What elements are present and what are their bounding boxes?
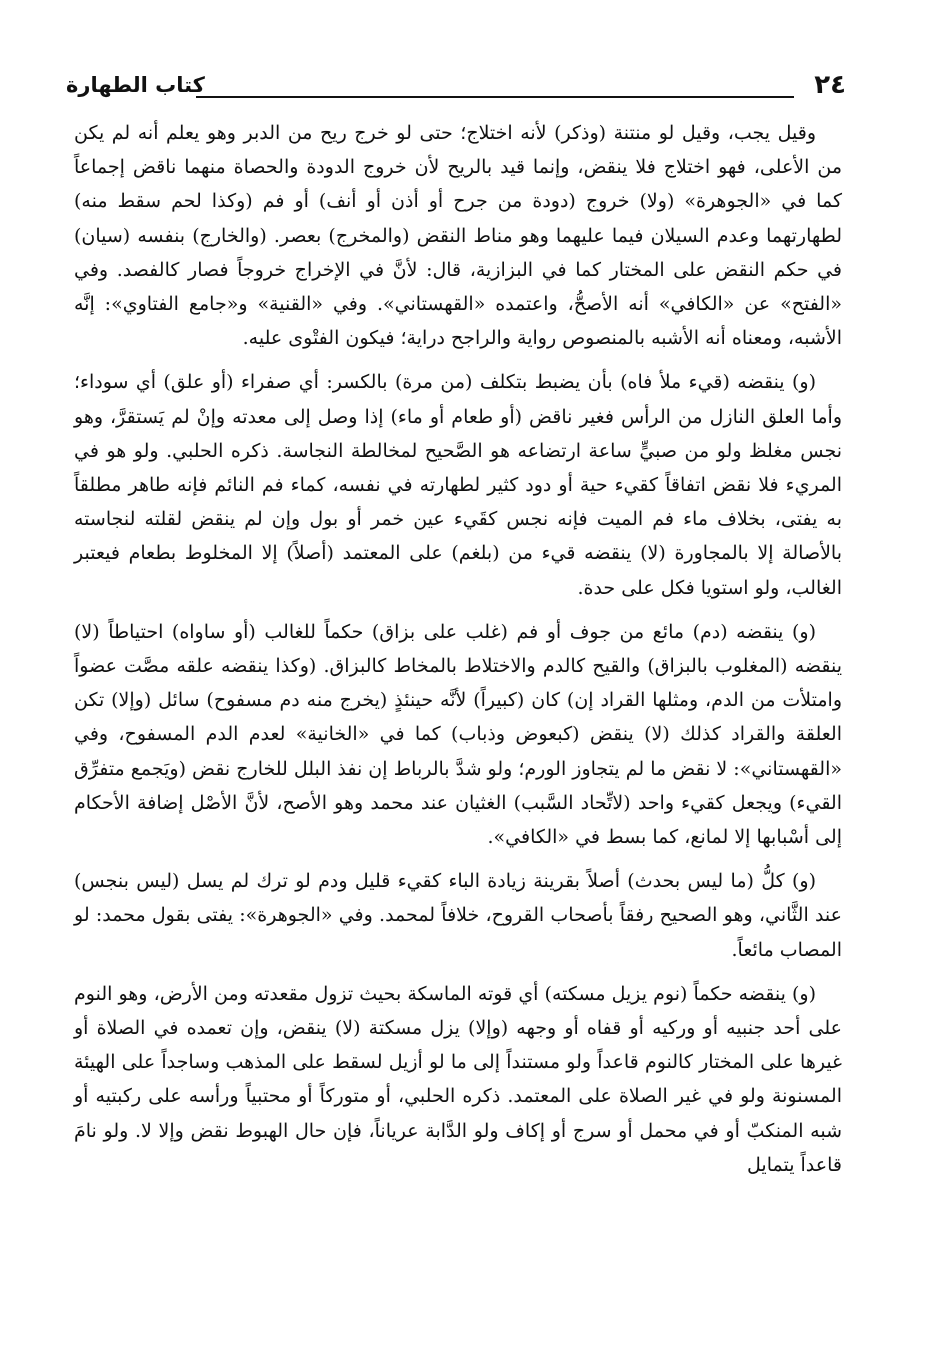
paragraph: (و) ينقضه حكماً (نوم يزيل مسكته) أي قوته الماسكة بحيث تزول مقعدته ومن الأرض، وهو النوم على أحد جنبيه أو وركيه أو قفاه أو وجهه (وإلا) يزل مسكتة (لا) ينقض، وإن تعمده في الصلاة أو غيرها على المختار كالنوم قاعداً ولو مستنداً إلى ما لو أزيل لسقط على المذهب وساجداً على الهيئة المسنونة ولو في غير الصلاة على المعتمد. ذكره الحلبي، أو متوركاً أو محتبياً ورأسه على ركبتيه أو شبه المنكبّ أو في محمل أو سرج أو إكاف ولو الدَّابة عرياناً، فإن حال الهبوط نقض وإلا لا. ولو نامَ قاعداً يتمايل xyxy=(74,982,842,1176)
paragraph: وقيل يجب، وقيل لو منتنة (وذكر) لأنه اختلاج؛ حتى لو خرج ريح من الدبر وهو يعلم أنه لم يكن من الأعلى، فهو اختلاج فلا ينقض، وإنما قيد بالريح لأن خروج الدودة والحصاة منهما ناقض إجماعاً كما في «الجوهرة» (ولا) خروج (دودة من جرح أو أذن أو أنف) أو فم (وكذا لحم سقط منه) لطهارتهما وعدم السيلان فيما عليهما وهو مناط النقض (والمخرج) بعصر. (والخارج) بنفسه (سيان) في حكم النقض على المختار كما في البزازية، قال: لأنَّ في الإخراج خروجاً فصار كالفصد. وفي «الفتح» عن «الكافي» أنه الأصحُّ، واعتمده «القهستاني». وفي «القنية» و«جامع الفتاوي»: إنَّه الأشبه، ومعناه أنه الأشبه بالمنصوص رواية والراجح دراية؛ فيكون الفتْوى عليه. xyxy=(74,122,842,350)
page-number: ٢٤ xyxy=(814,70,846,100)
running-header xyxy=(66,68,846,104)
header-rule xyxy=(196,96,794,98)
paragraph: (و) ينقضه (قيء ملأ فاه) بأن يضبط بتكلف (من مرة) بالكسر: أي صفراء (أو علق) أي سوداء؛ وأما العلق النازل من الرأس فغير ناقض (أو طعام أو ماء) إذا وصل إلى معدته وإنْ لم يَستقرَّ، وهو نجس مغلظ ولو من صبيٍّ ساعة ارتضاعه هو الصَّحيح لمخالطة النجاسة. ذكره الحلبي. ولو هو في المريء فلا نقض اتفاقاً كقيء حية أو دود كثير لطهارته في نفسه، كماء فم النائم فإنه طاهر مطلقاً به يفتى، بخلاف ماء فم الميت فإنه نجس كقَيء عين خمر أو بول وإن لم ينقض لقلته لنجاسته بالأصالة إلا بالمجاورة (لا) ينقضه قيء من (بلغم) على المعتمد (أصلاً) إلا المخلوط بطعام فيعتبر الغالب، ولو استويا فكل على حدة. xyxy=(74,371,842,599)
paragraph: (و) كلُّ (ما ليس بحدث) أصلاً بقرينة زيادة الباء كقيء قليل ودم لو ترك لم يسل (ليس بنجس) عند الثَّاني، وهو الصحيح رفقاً بأصحاب القروح، خلافاً لمحمد. وفي «الجوهرة»: يفتى بقول محمد: لو المصاب مائعاً. xyxy=(74,870,842,961)
page-body xyxy=(74,116,842,1192)
paragraph: (و) ينقضه (دم) مائع من جوف أو فم (غلب على بزاق) حكماً للغالب (أو ساواه) احتياطاً (لا) ينقضه (المغلوب بالبزاق) والقيح كالدم والاختلاط بالمخاط كالبزاق. (وكذا ينقضه علقه مصَّت عضواً وامتلأت من الدم، ومثلها القراد إن) كان (كبيراً) لأنَّه حينئذٍ (يخرج منه دم مسفوح) سائل (وإلا) تكن العلقة والقراد كذلك (لا) ينقض (كبعوض وذباب) كما في «الخانية» لعدم الدم المسفوح، وفي «القهستاني»: لا نقض ما لم يتجاوز الورم؛ ولو شدَّ بالرباط إن نفذ البلل للخارج نقض (ويَجمع متفرِّق القيء) ويجعل كقيء واحد (لاتِّحاد السَّبب) الغثيان عند محمد وهو الأصح، لأنَّ الأصْل إضافة الأحكام إلى أسْبابها إلا لمانع، كما بسط في «الكافي». xyxy=(73,620,842,849)
book-title: كتاب الطهارة xyxy=(66,73,205,97)
